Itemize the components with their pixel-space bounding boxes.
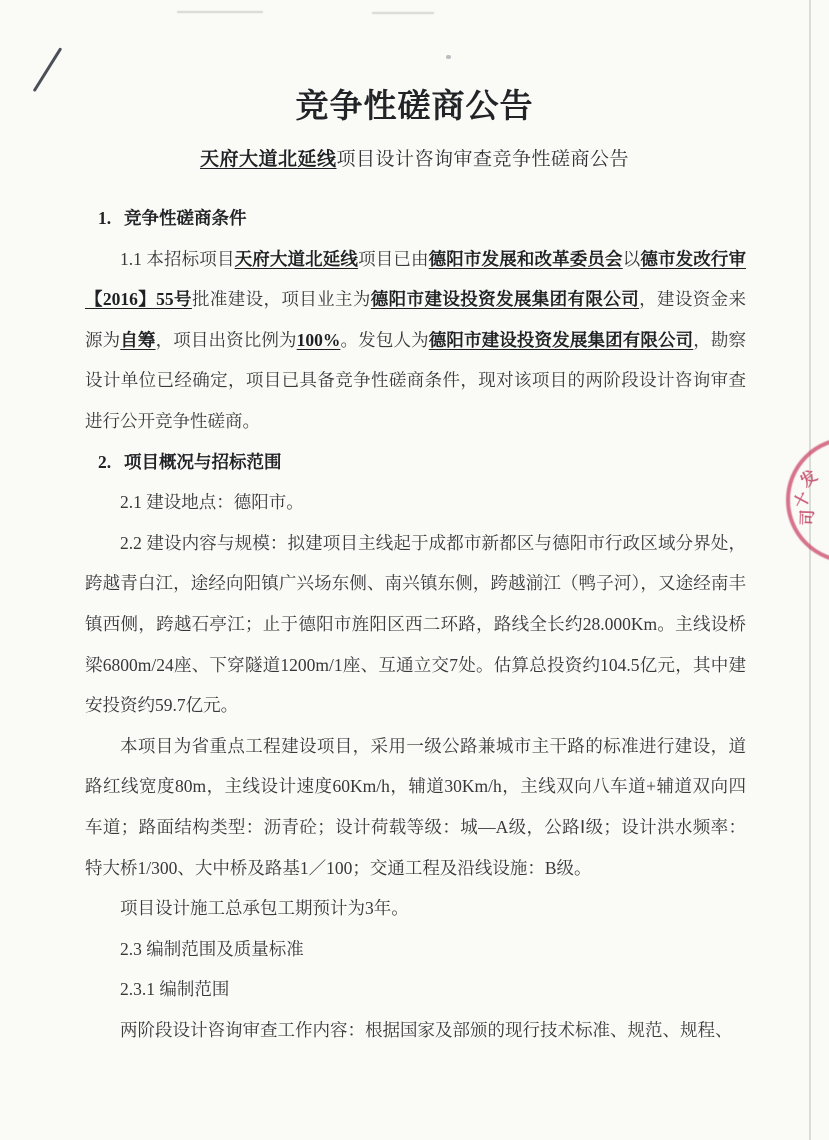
heading-2-3: 2.3 编制范围及质量标准 (120, 938, 304, 959)
p11-owner: 德阳市建设投资发展集团有限公司 (370, 289, 640, 310)
document-subtitle (0, 144, 829, 171)
p11-funding-ratio: 100% (296, 329, 341, 350)
p11-employer: 德阳市建设投资发展集团有限公司 (428, 329, 694, 350)
p11-text: ，勘察设计单位已经确定，项目已具备竞争性磋商条件，现对该项目的两阶段设计咨询审查进行公开竞争性磋商。 (85, 329, 747, 431)
p11-text: ，建设资金来源为 (85, 289, 747, 350)
section-1-number: 1. (98, 208, 112, 228)
p11-funding-source: 自筹 (120, 329, 156, 350)
p11-text: 批准建设，项目业主为 (191, 289, 371, 310)
section-1-heading (85, 198, 746, 239)
scan-speck (446, 55, 451, 59)
subtitle-rest: 项目设计咨询审查竞争性磋商公告 (336, 149, 630, 170)
page-edge-line (809, 0, 811, 1140)
scan-smudge (177, 11, 263, 13)
section-2-number: 2. (98, 451, 112, 472)
heading-2-3-1: 2.3.1 编制范围 (120, 979, 230, 1000)
paragraph-duration: 项目设计施工总承包工期预计为3年。 (120, 898, 409, 919)
p11-text: 项目已由 (358, 248, 429, 269)
paragraph-2-2: 2.2 建设内容与规模：拟建项目主线起于成都市新都区与德阳市行政区域分界处，跨越青白江，途经向阳镇广兴场东侧、南兴镇东侧，跨越湔江（鸭子河），又途经南丰镇西侧，跨越石亭江；止于德阳市旌阳区西二环路，路线全长约28.000Km。主线设桥梁6800m/24座、下穿隧道1200m/1座、互通立交7处。估算总投资约104.5亿元，其中建安投资约59.7亿元。 (85, 532, 746, 716)
document-title: 竞争性磋商公告 (295, 87, 534, 124)
p11-approval-number: 德市发改行审【2016】55号 (85, 248, 747, 310)
p11-text: 1.1 本招标项目 (120, 248, 235, 269)
red-seal-glyph: 发 (797, 467, 821, 491)
p11-text: ，项目出资比例为 (155, 329, 297, 350)
document-body (85, 198, 746, 1050)
p11-approver: 德阳市发展和改革委员会 (428, 248, 623, 269)
red-seal-glyph: 司 (799, 509, 817, 526)
p11-text: 以 (622, 248, 641, 269)
paragraph-2-1: 2.1 建设地点：德阳市。 (120, 492, 304, 513)
red-seal-glyph: 十 (791, 489, 815, 512)
section-2-heading (85, 442, 746, 483)
section-2-title: 项目概况与招标范围 (124, 451, 282, 472)
scan-smudge (372, 12, 434, 14)
p11-text: 。发包人为 (340, 329, 429, 350)
p11-project-name: 天府大道北延线 (234, 248, 359, 269)
section-1-title: 竞争性磋商条件 (124, 208, 247, 228)
paragraph-scope: 两阶段设计咨询审查工作内容：根据国家及部颁的现行技术标准、规范、规程、 (120, 1019, 733, 1040)
paragraph-1-1 (85, 239, 746, 442)
paragraph-standard: 本项目为省重点工程建设项目，采用一级公路兼城市主干路的标准进行建设，道路红线宽度80m，主线设计速度60Km/h，辅道30Km/h，主线双向八车道+辅道双向四车道；路面结构类型：沥青砼；设计荷载等级：城—A级，公路Ⅰ级；设计洪水频率：特大桥1/300、大中桥及路基1／100；交通工程及沿线设施：B级。 (85, 735, 746, 878)
subtitle-project-name: 天府大道北延线 (199, 149, 337, 170)
